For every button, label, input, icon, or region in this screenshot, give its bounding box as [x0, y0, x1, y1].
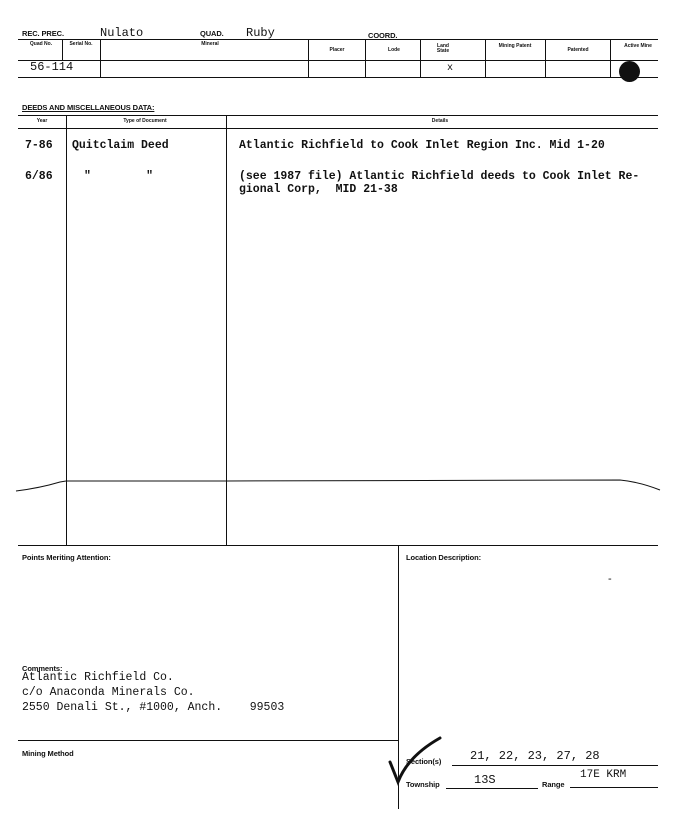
- quad-value: Ruby: [246, 26, 275, 40]
- col-details: Details: [431, 118, 449, 124]
- deed-year: 7-86: [25, 139, 53, 152]
- col-patented: Patented: [567, 47, 589, 53]
- header-divider: [62, 39, 63, 60]
- section-underline: [452, 765, 658, 766]
- header-divider: [420, 39, 421, 77]
- col-serial-no: Serial No.: [69, 41, 93, 47]
- header-divider: [308, 39, 309, 77]
- col-type: Type of Document: [123, 118, 167, 124]
- coord-label: COORD.: [368, 31, 398, 40]
- mining-method-label: Mining Method: [22, 749, 74, 758]
- township-label: Township: [406, 780, 440, 789]
- deeds-rule-top: [18, 115, 658, 116]
- col-mining-patent: Mining Patent: [498, 43, 532, 49]
- deed-details: Atlantic Richfield to Cook Inlet Region Inc. Mid 1-20: [239, 139, 605, 152]
- quad-label: QUAD.: [200, 29, 224, 38]
- rec-prec-value: Nulato: [100, 26, 144, 40]
- deeds-rule-bottom: [18, 545, 658, 546]
- quad-serial-value: 56-114: [30, 60, 74, 74]
- deed-type: Quitclaim Deed: [72, 139, 169, 152]
- col-year: Year: [36, 118, 48, 124]
- deeds-rule-head: [18, 128, 658, 129]
- header-divider: [100, 39, 101, 77]
- range-label: Range: [542, 780, 565, 789]
- col-placer: Placer: [329, 47, 345, 53]
- points-label: Points Meriting Attention:: [22, 553, 111, 562]
- comments-label: Comments:: [22, 664, 63, 673]
- location-mark: -: [608, 573, 612, 585]
- header-divider: [485, 39, 486, 77]
- col-active-mine: Active Mine: [624, 43, 652, 49]
- page-curl-line: [0, 470, 678, 500]
- comments-rule: [18, 740, 398, 741]
- header-divider: [365, 39, 366, 77]
- comments-block: [22, 670, 284, 715]
- header-rule-mid: [18, 60, 658, 61]
- active-mine-dot-icon: [619, 61, 640, 82]
- section-label: Section(s): [406, 757, 442, 766]
- township-value: 13S: [474, 773, 496, 787]
- col-land-state: Land State: [436, 43, 450, 54]
- section-value: 21, 22, 23, 27, 28: [470, 749, 600, 763]
- deeds-title: DEEDS AND MISCELLANEOUS DATA:: [22, 103, 155, 112]
- range-value: 17E KRM: [580, 769, 627, 781]
- comment-line: c/o Anaconda Minerals Co.: [22, 686, 195, 699]
- rec-prec-label: REC. PREC.: [22, 29, 64, 38]
- comment-line: 2550 Denali St., #1000, Anch. 99503: [22, 701, 285, 714]
- land-state-mark: x: [447, 63, 454, 74]
- header-rule-bottom: [18, 77, 658, 78]
- header-divider: [610, 39, 611, 77]
- col-lode: Lode: [388, 47, 400, 53]
- location-label: Location Description:: [406, 553, 481, 562]
- township-underline: [446, 788, 538, 789]
- range-underline: [570, 787, 658, 788]
- deed-details: (see 1987 file) Atlantic Richfield deeds to Cook Inlet Re- gional Corp, MID 21-38: [239, 170, 640, 196]
- deed-type: " ": [84, 170, 154, 183]
- header-divider: [545, 39, 546, 77]
- comment-line: Atlantic Richfield Co.: [22, 671, 174, 684]
- deed-year: 6/86: [25, 170, 53, 183]
- header-rule-top: [18, 39, 658, 40]
- col-mineral: Mineral: [201, 41, 219, 47]
- col-quad-no: Quad No.: [29, 41, 53, 47]
